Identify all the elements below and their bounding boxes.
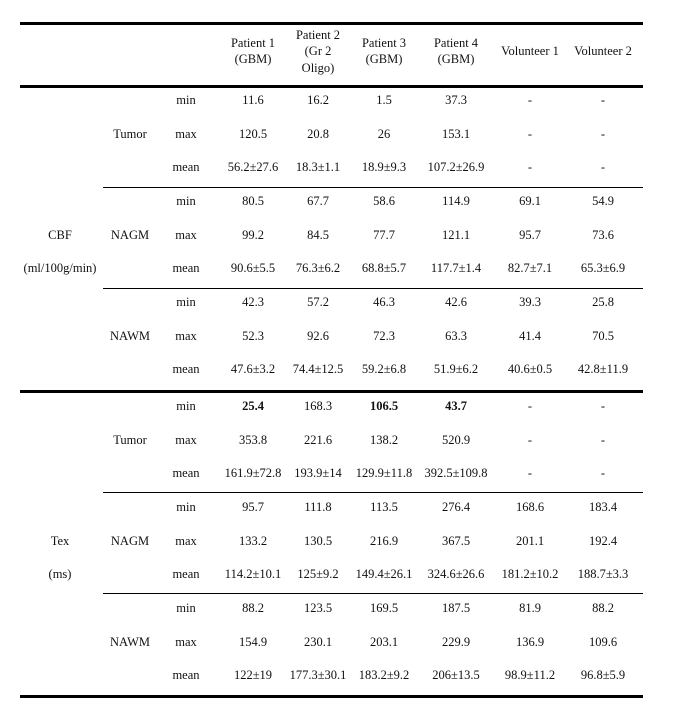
table-cell: 130.5 [303,533,333,548]
column-header: (Gr 2 [304,44,332,58]
table-cell: 129.9±11.8 [355,466,413,481]
table-cell: 82.7±7.1 [507,261,553,276]
column-header: Volunteer 1 [501,44,559,58]
table-cell: 54.9 [592,194,614,208]
table-cell: - [600,93,606,107]
table-cell: 96.8±5.9 [580,668,626,683]
table-cell: 20.8 [307,126,329,141]
group-rule [103,288,643,289]
table-cell: 169.5 [369,601,399,615]
table-cell: - [527,160,533,175]
table-cell: 187.5 [441,601,471,615]
table-cell: 11.6 [242,93,264,107]
stat-label: min [176,399,196,413]
column-header: (GBM) [437,52,475,67]
table-cell: 16.2 [307,93,329,107]
group-rule [103,593,643,594]
table-cell: 56.2±27.6 [227,160,279,175]
table-cell: 216.9 [369,533,399,548]
table-cell: - [600,399,606,413]
table-cell: - [600,160,606,175]
region-label: NAWM [110,328,150,343]
table-cell: - [527,399,533,413]
table-cell: 188.7±3.3 [577,567,629,582]
table-cell: 57.2 [307,295,329,309]
table-cell: 121.1 [441,227,471,242]
table-cell: 154.9 [238,634,268,649]
table-cell: 114.2±10.1 [224,567,282,582]
table-cell: 392.5±109.8 [424,466,488,481]
table-cell: 67.7 [307,194,329,208]
bottom-rule [20,695,643,698]
column-header: Patient 2 [295,27,341,42]
table-cell: 70.5 [592,328,614,343]
column-header: (GBM) [234,52,272,67]
table-cell: 1.5 [376,93,392,107]
table-cell: 41.4 [519,328,541,343]
table-cell: 107.2±26.9 [427,160,485,175]
table-cell: 136.9 [515,634,545,649]
region-label: NAWM [110,634,150,649]
table-cell: 161.9±72.8 [224,466,282,481]
table-cell: 520.9 [441,432,471,447]
table-cell: 72.3 [373,328,395,343]
table-cell: 52.3 [242,328,264,343]
table-cell: 353.8 [238,432,268,447]
table-cell: 99.2 [242,227,264,242]
table-cell: 206±13.5 [432,668,480,683]
table-cell: - [600,466,606,481]
stat-label: max [175,432,197,447]
group-rule [103,492,643,493]
table-cell: 367.5 [441,533,471,548]
table-cell: 47.6±3.2 [230,362,276,377]
table-cell: 95.7 [242,500,264,514]
region-label: Tumor [113,126,147,141]
table-cell: 25.4 [242,399,264,413]
table-cell: 221.6 [303,432,333,447]
stat-label: mean [172,160,200,175]
metric-unit: (ms) [48,567,72,582]
stat-label: mean [172,362,200,377]
table-cell: - [527,126,533,141]
stat-label: max [175,126,197,141]
table-cell: 88.2 [242,601,264,615]
table-cell: 114.9 [442,194,470,208]
table-cell: 201.1 [515,533,545,548]
table-cell: 76.3±6.2 [295,261,341,276]
table-cell: 149.4±26.1 [355,567,413,582]
stat-label: min [176,295,196,309]
stat-label: max [175,634,197,649]
stat-label: min [176,601,196,615]
table-cell: 203.1 [369,634,399,649]
table-cell: 69.1 [519,194,541,208]
table-cell: 133.2 [238,533,268,548]
table-cell: 25.8 [592,295,614,309]
table-cell: 40.6±0.5 [507,362,553,377]
table-cell: 63.3 [445,328,467,343]
table-cell: 324.6±26.6 [427,567,485,582]
column-header: Oligo) [301,60,335,75]
table-cell: 81.9 [519,601,541,615]
table-cell: 117.7±1.4 [430,261,482,276]
table-cell: 153.1 [441,126,471,141]
column-header: Patient 4 [433,35,479,50]
table-cell: 73.6 [592,227,614,242]
table-cell: 113.5 [370,500,398,514]
table-cell: 98.9±11.2 [504,668,556,683]
table-cell: 77.7 [373,227,395,242]
table-cell: 230.1 [303,634,333,649]
stat-label: max [175,533,197,548]
region-label: Tumor [113,432,147,447]
table-cell: 80.5 [242,194,264,208]
table-cell: 65.3±6.9 [580,261,626,276]
table-cell: 42.3 [242,295,264,309]
table-cell: 168.6 [515,500,545,514]
metric-unit: (ml/100g/min) [23,261,97,276]
table-cell: 125±9.2 [297,567,339,582]
table-cell: 229.9 [441,634,471,649]
stat-label: min [176,500,196,514]
table-cell: 276.4 [441,500,471,514]
table-cell: 177.3±30.1 [289,668,347,683]
table-cell: 68.8±5.7 [361,261,407,276]
metric-label: Tex [50,533,70,548]
group-rule [103,187,643,188]
table-cell: - [527,93,533,107]
table-cell: 88.2 [592,601,614,615]
stat-label: mean [172,567,200,582]
stat-label: mean [172,261,200,276]
top-rule [20,22,643,25]
table-cell: - [527,466,533,481]
table-cell: 90.6±5.5 [230,261,276,276]
table-cell: 59.2±6.8 [361,362,407,377]
table-cell: 51.9±6.2 [433,362,479,377]
table-cell: 42.8±11.9 [577,362,629,377]
stat-label: mean [172,466,200,481]
table-cell: 192.4 [588,533,618,548]
table-cell: 109.6 [588,634,618,649]
table-cell: 43.7 [445,399,467,413]
table-cell: 138.2 [369,432,399,447]
table-cell: 18.9±9.3 [361,160,407,175]
table-cell: - [600,126,606,141]
table-cell: 183.2±9.2 [358,668,410,683]
table-cell: 183.4 [588,500,618,514]
table-cell: 84.5 [307,227,329,242]
table-cell: 120.5 [238,126,268,141]
table-cell: 37.3 [445,93,467,107]
column-header: Patient 3 [361,35,407,50]
header-rule [20,85,643,88]
stat-label: min [176,93,196,107]
table-cell: 92.6 [307,328,329,343]
stat-label: max [175,328,197,343]
table-cell: 123.5 [303,601,333,615]
table-cell: 46.3 [373,295,395,309]
stat-label: min [176,194,196,208]
table-cell: 18.3±1.1 [295,160,341,175]
table-cell: 122±19 [233,668,273,683]
table-cell: 181.2±10.2 [501,567,559,582]
metric-label: CBF [48,227,72,242]
table-cell: 26 [377,126,391,141]
table-cell: 95.7 [519,227,541,242]
section-rule [20,390,643,393]
table-cell: 74.4±12.5 [292,362,344,377]
table-cell: - [527,432,533,447]
stat-label: max [175,227,197,242]
table-cell: 42.6 [445,295,467,309]
table-cell: 106.5 [369,399,399,413]
region-label: NAGM [110,533,150,548]
table-cell: 58.6 [373,194,395,208]
region-label: NAGM [110,227,150,242]
table-cell: 39.3 [519,295,541,309]
table-cell: 168.3 [303,399,333,413]
column-header: (GBM) [365,52,403,67]
stat-label: mean [172,668,200,683]
table-cell: - [600,432,606,447]
table-cell: 111.8 [304,500,332,514]
column-header: Patient 1 [230,35,276,50]
column-header: Volunteer 2 [574,44,632,58]
table-cell: 193.9±14 [294,466,342,481]
